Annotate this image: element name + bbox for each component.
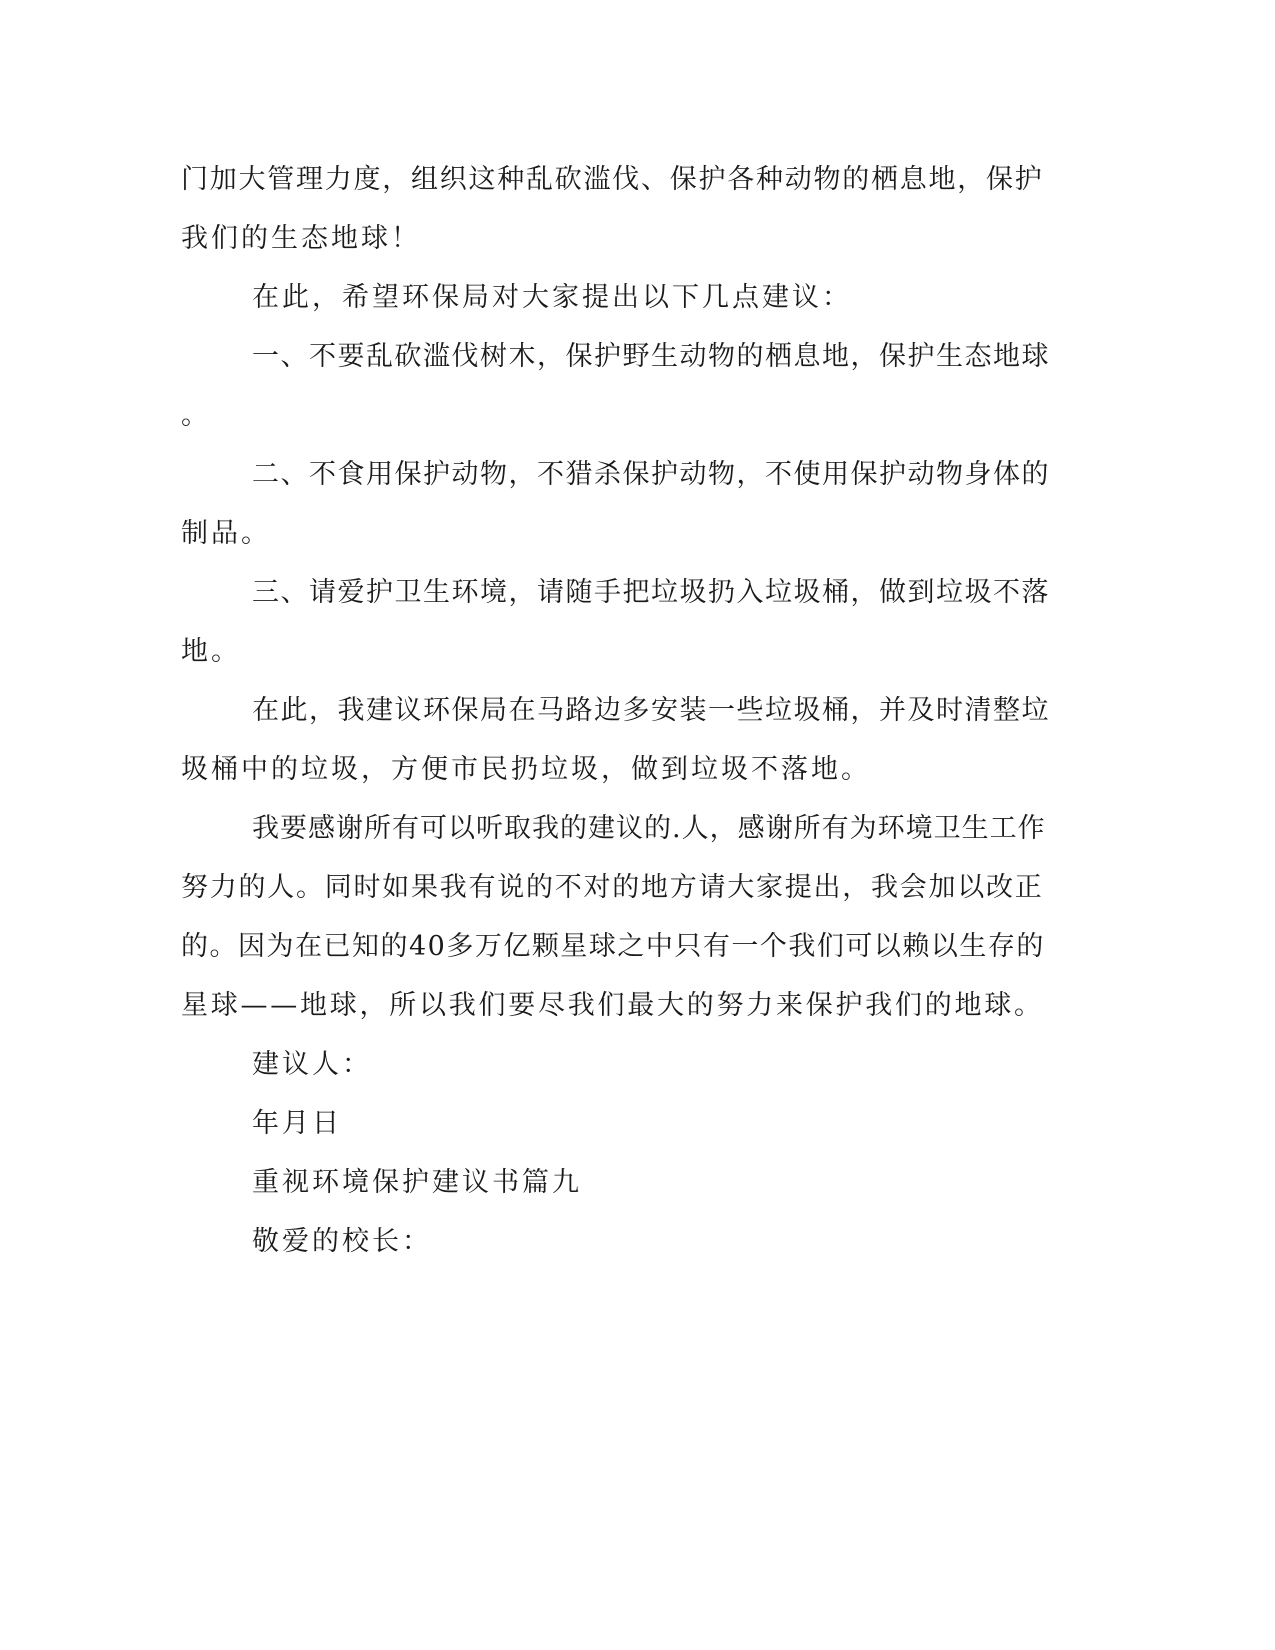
signature-label: 建议人： bbox=[252, 1049, 372, 1080]
salutation: 敬爱的校长： bbox=[252, 1226, 432, 1257]
text-line-15: 星球——地球，所以我们要尽我们最大的努力来保护我们的地球。 bbox=[181, 990, 1044, 1021]
text-line-6: 二、不食用保护动物，不猎杀保护动物，不使用保护动物身体的 bbox=[252, 459, 1050, 490]
text-line-2: 我们的生态地球！ bbox=[181, 223, 421, 254]
section-heading: 重视环境保护建议书篇九 bbox=[252, 1167, 582, 1198]
text-line-7: 制品。 bbox=[181, 518, 271, 549]
text-line-11: 圾桶中的垃圾，方便市民扔垃圾，做到垃圾不落地。 bbox=[181, 754, 871, 785]
text-line-4: 一、不要乱砍滥伐树木，保护野生动物的栖息地，保护生态地球 bbox=[252, 341, 1050, 372]
text-line-10: 在此，我建议环保局在马路边多安装一些垃圾桶，并及时清整垃 bbox=[252, 695, 1050, 726]
text-line-13: 努力的人。同时如果我有说的不对的地方请大家提出，我会加以改正 bbox=[181, 872, 1044, 903]
text-line-12: 我要感谢所有可以听取我的建议的.人，感谢所有为环境卫生工作 bbox=[252, 813, 1046, 844]
text-line-8: 三、请爱护卫生环境，请随手把垃圾扔入垃圾桶，做到垃圾不落 bbox=[252, 577, 1050, 608]
text-line-9: 地。 bbox=[181, 636, 241, 667]
text-line-14: 的。因为在已知的40多万亿颗星球之中只有一个我们可以赖以生存的 bbox=[181, 931, 1045, 962]
date-line: 年月日 bbox=[252, 1108, 342, 1139]
text-line-3: 在此，希望环保局对大家提出以下几点建议： bbox=[252, 282, 852, 313]
text-line-1: 门加大管理力度，组织这种乱砍滥伐、保护各种动物的栖息地，保护 bbox=[181, 164, 1044, 195]
text-line-5: 。 bbox=[181, 400, 211, 431]
